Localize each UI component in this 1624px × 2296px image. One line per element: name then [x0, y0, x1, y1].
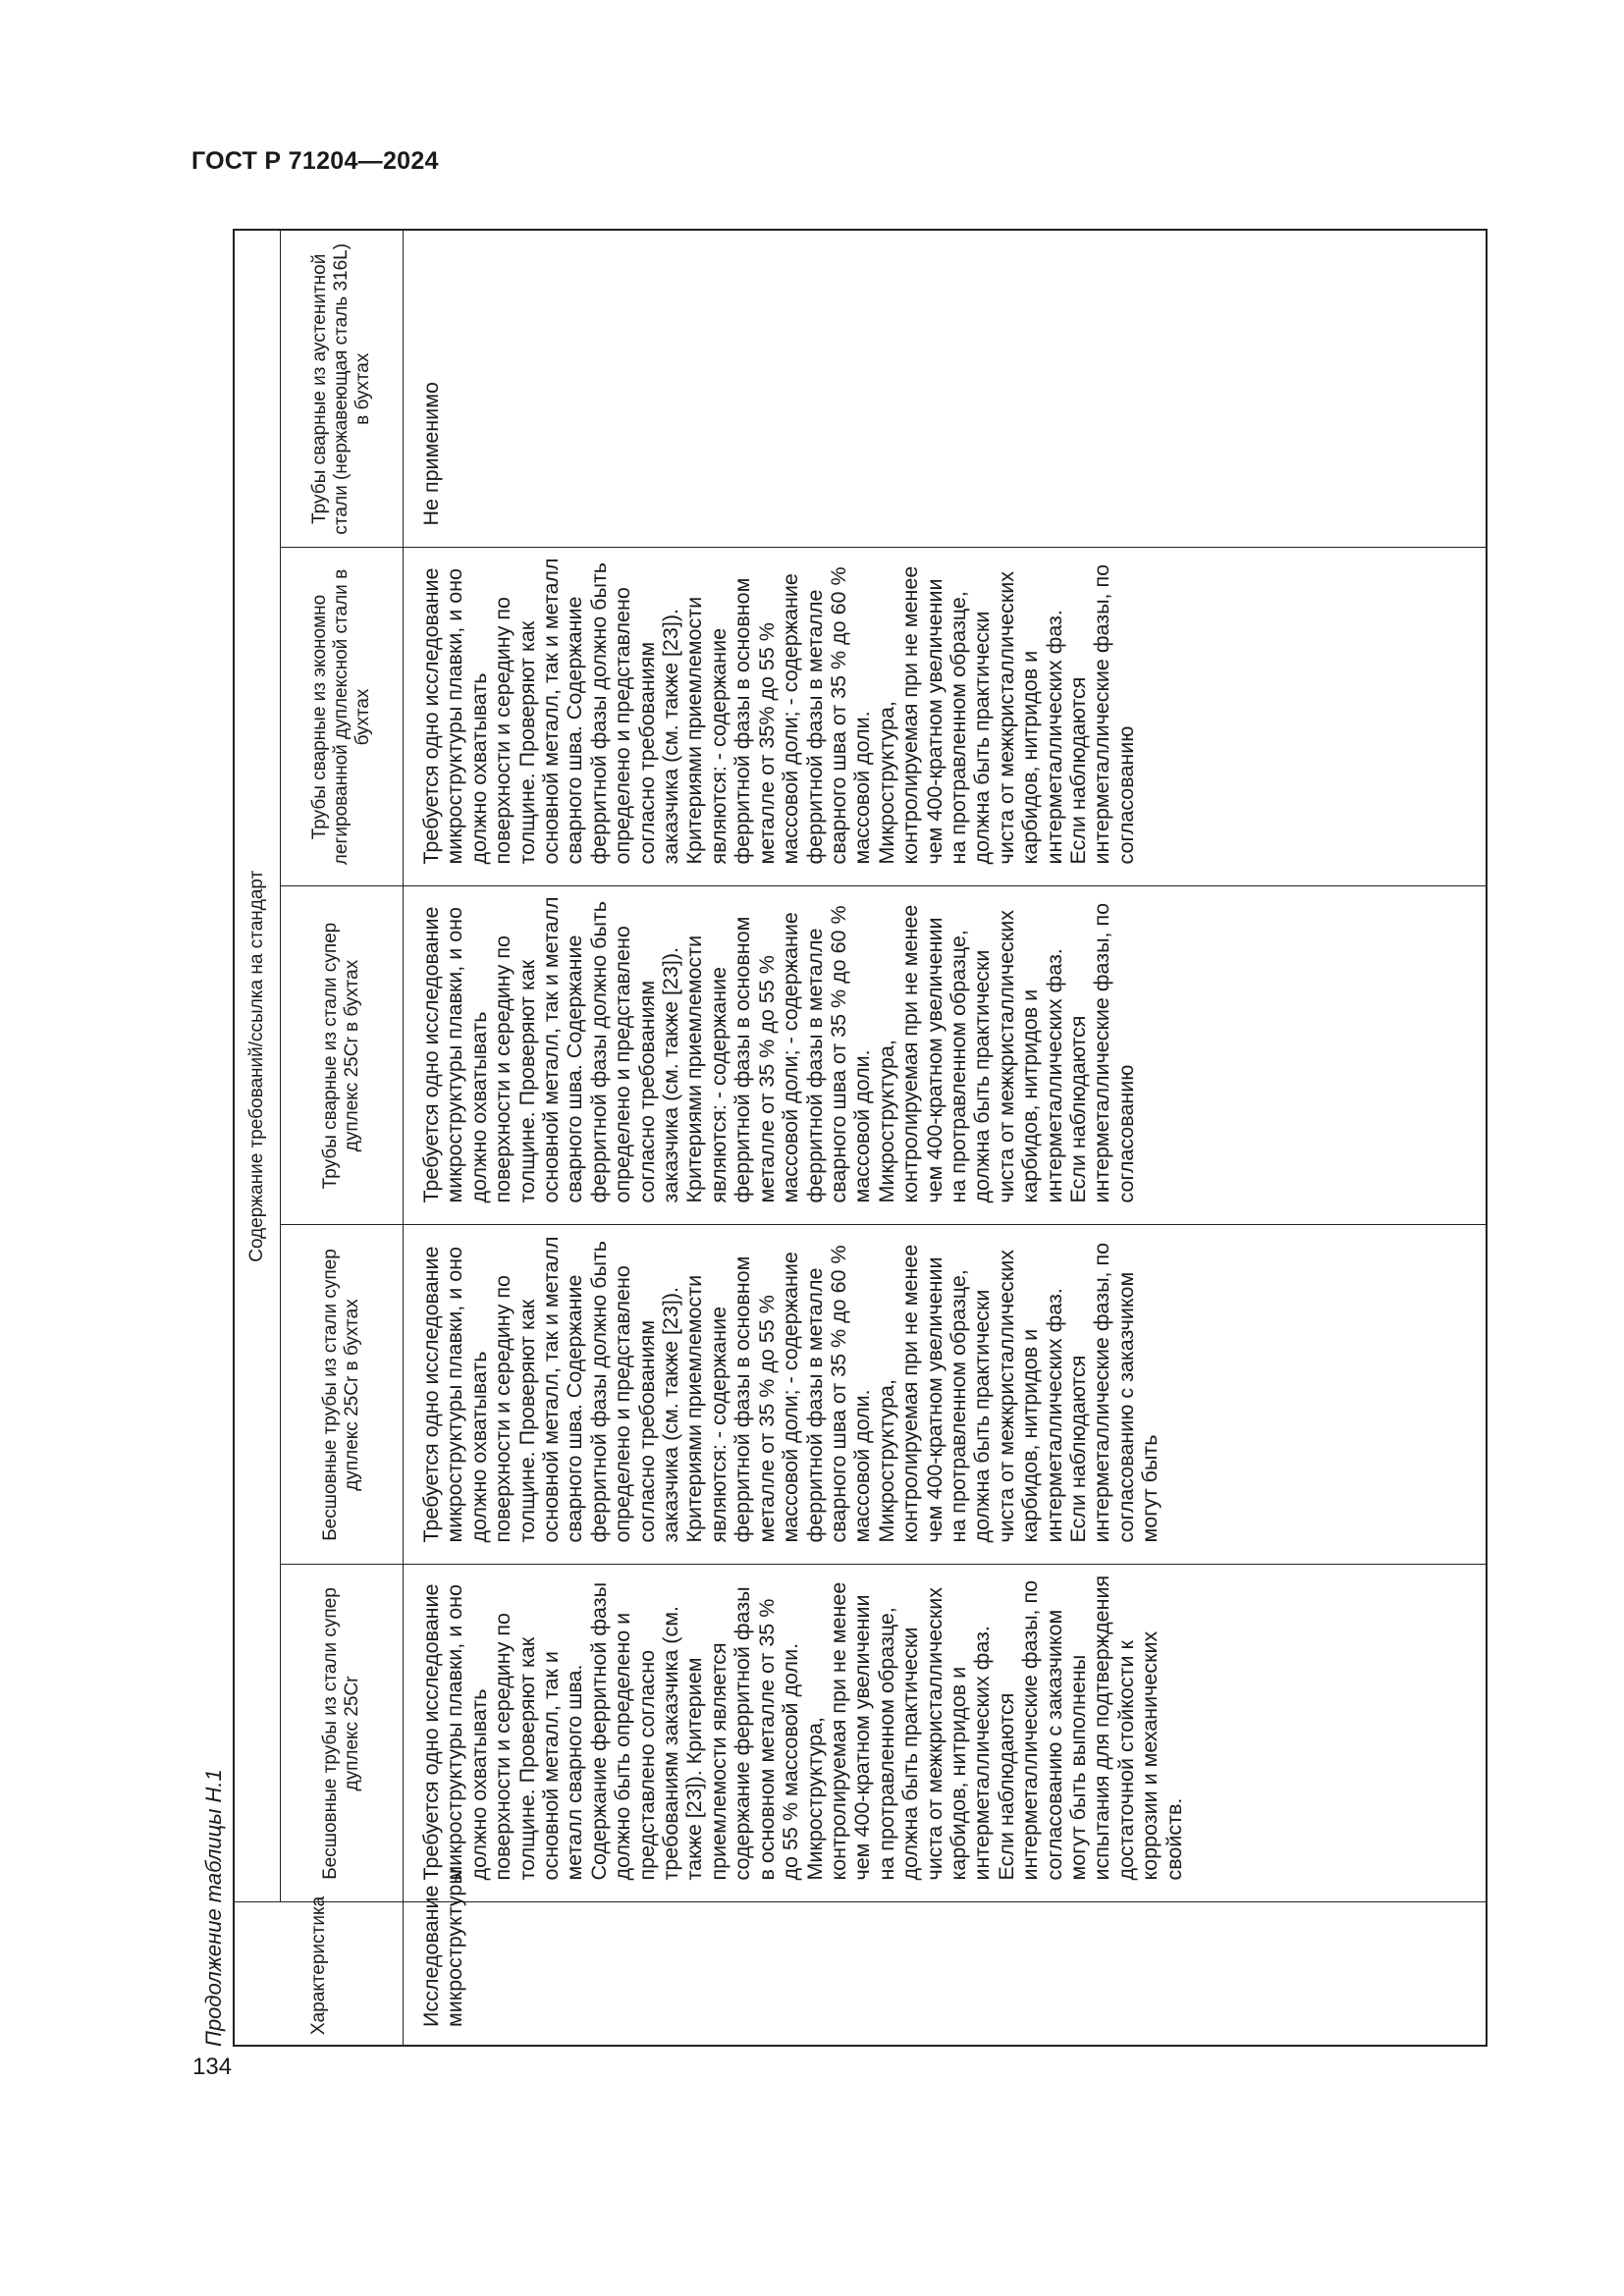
column-header-characteristic: Характеристика	[234, 1902, 404, 2046]
table-row	[404, 230, 1488, 2046]
column-header-welded-316l-coils: Трубы сварные из аустенитной стали (нержавеющая сталь 316L) в бухтах	[281, 230, 404, 548]
table-continuation-label: Продолжение таблицы Н.1	[201, 1769, 226, 2047]
page-number: 134	[192, 2054, 233, 2080]
table-cell	[404, 230, 1488, 548]
column-header-seamless-25cr: Бесшовные трубы из стали супер дуплекс 25Cr	[281, 1565, 404, 1902]
characteristic-text: Исследование микроструктуры	[419, 1869, 467, 2027]
table-cell	[404, 1565, 1488, 1902]
cell-text-welded-316l-coils: Не применимо	[419, 382, 443, 526]
table-subheader-row	[281, 230, 404, 2046]
table-cell	[404, 548, 1488, 886]
cell-text-seamless-25cr-coils: Требуется одно исследование микроструктуры плавки, и оно должно охватывать поверхности и середину по толщине. Проверяют как основной металл, так и металл сварного шва. Содержание ферритной фазы должно быть определено и представлено согласно требованиям заказчика (см. также [23]). Критериями приемлемости являются: - содержание ферритной фазы в основном металле от 35 % до 55 % массовой доли; - содержание ферритной фазы в металле сварного шва от 35 % до 60 % массовой доли. Микроструктура, контролируемая при не менее чем 400-кратном увеличении на протравленном образце, должна быть практически чиста от межкристаллических карбидов, нитридов и интерметаллических фаз. Если наблюдаются интерметаллические фазы, по согласованию с заказчиком могут быть	[419, 1236, 1163, 1543]
characteristic-cell	[404, 1869, 1488, 2046]
table-cell	[404, 886, 1488, 1225]
column-header-seamless-25cr-coils: Бесшовные трубы из стали супер дуплекс 25Cr в бухтах	[281, 1225, 404, 1565]
column-header-welded-25cr-coils: Трубы сварные из стали супер дуплекс 25Cr в бухтах	[281, 886, 404, 1225]
group-header: Содержание требований/ссылка на стандарт	[234, 230, 281, 1902]
requirements-table	[233, 229, 1488, 2047]
column-header-welded-lean-duplex-coils: Трубы сварные из экономно легированной дуплексной стали в бухтах	[281, 548, 404, 886]
cell-text-welded-lean-duplex-coils: Требуется одно исследование микроструктуры плавки, и оно должно охватывать поверхности и середину по толщине. Проверяют как основной металл, так и металл сварного шва. Содержание ферритной фазы должно быть определено и представлено согласно требованиям заказчика (см. также [23]). Критериями приемлемости являются: - содержание ферритной фазы в основном металле от 35% до 55 % массовой доли; - содержание ферритной фазы в металле сварного шва от 35 % до 60 % массовой доли. Микроструктура, контролируемая при не менее чем 400-кратном увеличении на протравленном образце, должна быть практически чиста от межкристаллических карбидов, нитридов и интерметаллических фаз. Если наблюдаются интерметаллические фазы, по согласованию	[419, 558, 1138, 865]
cell-text-seamless-25cr: Требуется одно исследование микроструктуры плавки, и оно должно охватывать поверхности и середину по толщине. Проверяют как основной металл, так и металл сварного шва. Содержание ферритной фазы должно быть определено и представлено согласно требованиям заказчика (см. также [23]). Критерием приемлемости является содержание ферритной фазы в основном металле от 35 % до 55 % массовой доли. Микроструктура, контролируемая при не менее чем 400-кратном увеличении на протравленном образце, должна быть практически чиста от межкристаллических карбидов, нитридов и интерметаллических фаз. Если наблюдаются интерметаллические фазы, по согласованию с заказчиком могут быть выполнены испытания для подтверждения достаточной стойкости к коррозии и механических свойств.	[419, 1575, 1186, 1881]
table-header-row	[234, 230, 281, 2046]
document-header: ГОСТ Р 71204—2024	[191, 147, 439, 175]
cell-text-welded-25cr-coils: Требуется одно исследование микроструктуры плавки, и оно должно охватывать поверхности и середину по толщине. Проверяют как основной металл, так и металл сварного шва. Содержание ферритной фазы должно быть определено и представлено согласно требованиям заказчика (см. также [23]). Критериями приемлемости являются: - содержание ферритной фазы в основном металле от 35 % до 55 % массовой доли; - содержание ферритной фазы в металле сварного шва от 35 % до 60 % массовой доли. Микроструктура, контролируемая при не менее чем 400-кратном увеличении на протравленном образце, должна быть практически чиста от межкристаллических карбидов, нитридов и интерметаллических фаз. Если наблюдаются интерметаллические фазы, по согласованию	[419, 896, 1138, 1203]
table-cell	[404, 1225, 1488, 1565]
rotated-table-block	[201, 231, 1556, 2047]
